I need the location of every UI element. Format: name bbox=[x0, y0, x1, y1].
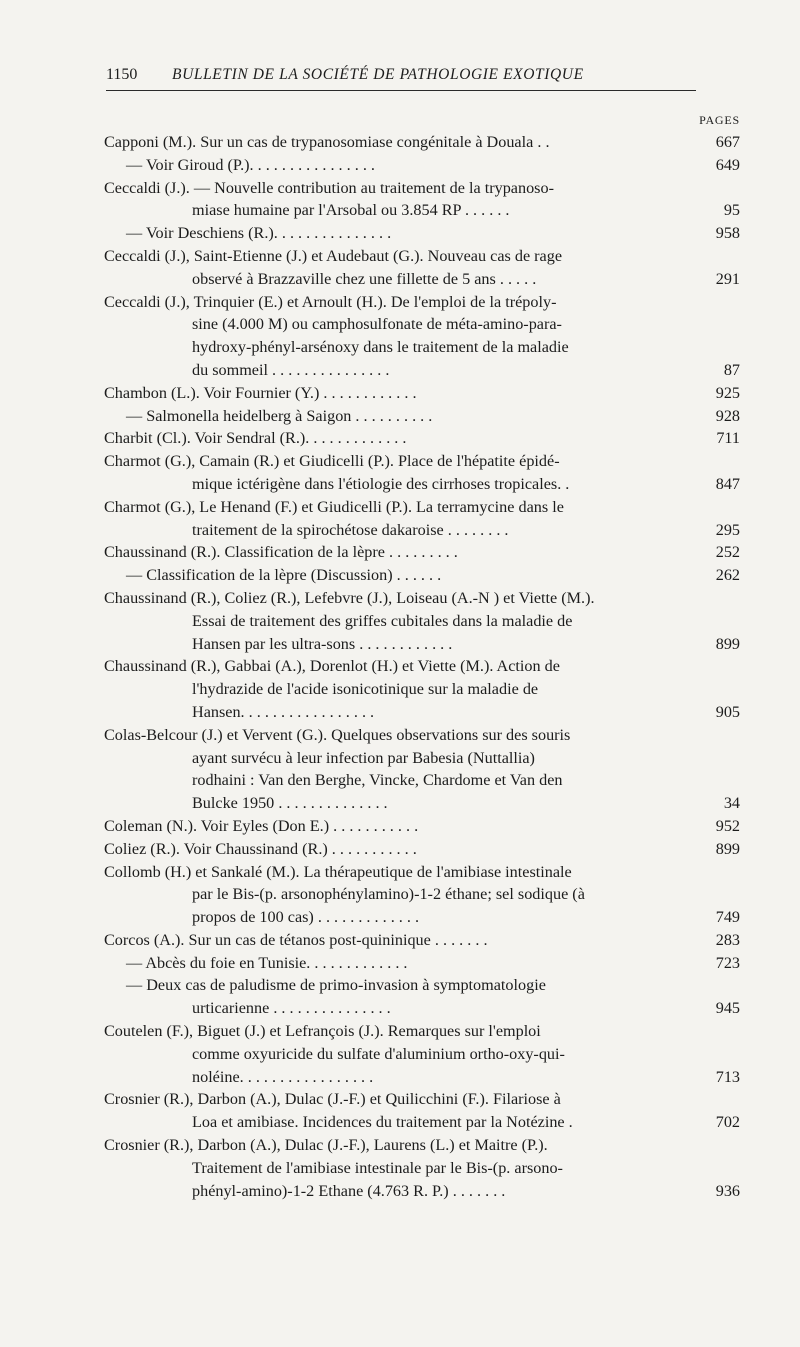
entry-page-number: 905 bbox=[715, 702, 740, 721]
entry-line: Charbit (Cl.). Voir Sendral (R.). . . . . . . . . . . . . bbox=[104, 429, 407, 448]
entry-page-number: 945 bbox=[715, 999, 740, 1018]
entry-line: ayant survécu à leur infection par Babesia (Nuttallia) bbox=[192, 748, 535, 767]
index-entry bbox=[104, 222, 740, 245]
entry-line: Capponi (M.). Sur un cas de trypanosomiase congénitale à Douala . . bbox=[104, 133, 550, 151]
entry-line: Hansen par les ultra-sons . . . . . . . . . . . . bbox=[192, 634, 453, 653]
index-entry bbox=[104, 655, 740, 723]
entry-line: Traitement de l'amibiase intestinale par le Bis-(p. arsono- bbox=[192, 1158, 563, 1177]
entry-page-number: 749 bbox=[715, 908, 740, 927]
entry-line: Corcos (A.). Sur un cas de tétanos post-quininique . . . . . . . bbox=[104, 930, 488, 949]
entry-line: Bulcke 1950 . . . . . . . . . . . . . . bbox=[192, 794, 388, 813]
entry-page-number: 925 bbox=[715, 383, 740, 402]
index-entry bbox=[104, 838, 740, 861]
entry-page-number: 711 bbox=[716, 429, 740, 448]
index-entry bbox=[104, 929, 740, 952]
entry-page-number: 262 bbox=[715, 566, 740, 585]
entry-line: mique ictérigène dans l'étiologie des cirrhoses tropicales. . bbox=[192, 474, 570, 493]
index-entry bbox=[104, 177, 740, 223]
entry-line: Chaussinand (R.), Coliez (R.), Lefebvre (J.), Loiseau (A.-N ) et Viette (M.). bbox=[104, 588, 595, 607]
entry-page-number: 283 bbox=[715, 930, 740, 949]
entry-line: Loa et amibiase. Incidences du traitement par la Notézine . bbox=[192, 1113, 573, 1132]
index-entry bbox=[104, 861, 740, 929]
index-entry bbox=[104, 587, 740, 655]
index-entry bbox=[104, 952, 740, 975]
entry-line: urticarienne . . . . . . . . . . . . . . . bbox=[192, 999, 391, 1018]
entry-line: sine (4.000 M) ou camphosulfonate de méta-amino-para- bbox=[192, 315, 562, 334]
entry-line: Crosnier (R.), Darbon (A.), Dulac (J.-F.), Laurens (L.) et Maitre (P.). bbox=[104, 1136, 548, 1155]
entry-page-number: 847 bbox=[715, 474, 740, 493]
index-entry bbox=[104, 245, 740, 291]
entry-page-number: 952 bbox=[715, 816, 740, 835]
entry-page-number: 936 bbox=[715, 1181, 740, 1200]
entry-line: Hansen. . . . . . . . . . . . . . . . . bbox=[192, 702, 375, 721]
index-entry bbox=[104, 541, 740, 564]
entry-page-number: 95 bbox=[723, 201, 740, 220]
entry-line: observé à Brazzaville chez une fillette de 5 ans . . . . . bbox=[192, 269, 537, 288]
entry-line: noléine. . . . . . . . . . . . . . . . . bbox=[192, 1067, 374, 1086]
index-entries bbox=[104, 131, 740, 1202]
entry-line: Ceccaldi (J.), Saint-Etienne (J.) et Audebaut (G.). Nouveau cas de rage bbox=[104, 246, 563, 265]
index-entry bbox=[104, 496, 740, 542]
entry-line: Chaussinand (R.), Gabbai (A.), Dorenlot (H.) et Viette (M.). Action de bbox=[104, 657, 560, 676]
index-entry bbox=[104, 1088, 740, 1134]
entry-line: rodhaini : Van den Berghe, Vincke, Chardome et Van den bbox=[192, 771, 563, 790]
entry-line: — Deux cas de paludisme de primo-invasion à symptomatologie bbox=[126, 976, 546, 995]
entry-line: du sommeil . . . . . . . . . . . . . . . bbox=[192, 360, 390, 379]
entry-page-number: 252 bbox=[715, 543, 740, 562]
entry-line: hydroxy-phényl-arsénoxy dans le traitement de la maladie bbox=[192, 338, 569, 357]
entry-line: Crosnier (R.), Darbon (A.), Dulac (J.-F.) et Quilicchini (F.). Filariose à bbox=[104, 1090, 561, 1109]
entry-line: Ceccaldi (J.). — Nouvelle contribution au traitement de la trypanoso- bbox=[104, 178, 554, 197]
entry-page-number: 928 bbox=[715, 406, 740, 425]
entry-line: Coleman (N.). Voir Eyles (Don E.) . . . . . . . . . . . bbox=[104, 816, 419, 835]
entry-line: Colas-Belcour (J.) et Vervent (G.). Quelques observations sur des souris bbox=[104, 725, 571, 744]
entry-page-number: 291 bbox=[715, 269, 740, 288]
entry-line: Ceccaldi (J.), Trinquier (E.) et Arnoult (H.). De l'emploi de la trépoly- bbox=[104, 292, 557, 311]
entry-line: comme oxyuricide du sulfate d'aluminium ortho-oxy-qui- bbox=[192, 1044, 565, 1063]
index-entry bbox=[104, 154, 740, 177]
entry-page-number: 899 bbox=[715, 839, 740, 858]
index-entry bbox=[104, 564, 740, 587]
entry-line: Charmot (G.), Le Henand (F.) et Giudicelli (P.). La terramycine dans le bbox=[104, 497, 564, 516]
entry-page-number: 667 bbox=[715, 133, 740, 151]
entry-line: traitement de la spirochétose dakaroise . . . . . . . . bbox=[192, 520, 509, 539]
entry-page-number: 713 bbox=[715, 1067, 740, 1086]
entry-page-number: 295 bbox=[715, 520, 740, 539]
entry-line: miase humaine par l'Arsobal ou 3.854 RP . . . . . . bbox=[192, 201, 510, 220]
entry-line: propos de 100 cas) . . . . . . . . . . . . . bbox=[192, 908, 420, 927]
page-number: 1150 bbox=[106, 66, 138, 83]
entry-page-number: 87 bbox=[723, 360, 740, 379]
entry-page-number: 958 bbox=[715, 224, 740, 243]
index-entry bbox=[104, 724, 740, 815]
index-entry bbox=[104, 382, 740, 405]
entry-line: — Voir Giroud (P.). . . . . . . . . . . . . . . . bbox=[126, 155, 375, 174]
entry-line: l'hydrazide de l'acide isonicotinique sur la maladie de bbox=[192, 680, 539, 699]
entry-line: Chambon (L.). Voir Fournier (Y.) . . . . . . . . . . . . bbox=[104, 383, 417, 402]
entry-line: Collomb (H.) et Sankalé (M.). La thérapeutique de l'amibiase intestinale bbox=[104, 862, 572, 881]
entry-line: — Abcès du foie en Tunisie. . . . . . . . . . . . . bbox=[126, 953, 408, 972]
index-entry bbox=[104, 427, 740, 450]
entry-line: Charmot (G.), Camain (R.) et Giudicelli (P.). Place de l'hépatite épidé- bbox=[104, 452, 560, 471]
pages-column-label: PAGES bbox=[699, 113, 740, 127]
index-entry bbox=[104, 405, 740, 428]
entry-line: — Classification de la lèpre (Discussion) . . . . . . bbox=[126, 566, 442, 585]
running-header bbox=[106, 64, 696, 91]
entry-line: Coutelen (F.), Biguet (J.) et Lefrançois (J.). Remarques sur l'emploi bbox=[104, 1022, 541, 1041]
index-entry bbox=[104, 1134, 740, 1202]
entry-page-number: 702 bbox=[715, 1113, 740, 1132]
index-entry bbox=[104, 974, 740, 1020]
entry-page-number: 723 bbox=[715, 953, 740, 972]
entry-line: par le Bis-(p. arsonophénylamino)-1-2 éthane; sel sodique (à bbox=[192, 885, 585, 904]
index-entry bbox=[104, 815, 740, 838]
entry-line: — Voir Deschiens (R.). . . . . . . . . . . . . . . bbox=[126, 224, 392, 243]
entry-page-number: 34 bbox=[723, 794, 740, 813]
index-entry bbox=[104, 1020, 740, 1088]
index-entry bbox=[104, 131, 740, 154]
entry-page-number: 649 bbox=[715, 155, 740, 174]
index-entry bbox=[104, 291, 740, 382]
running-title: BULLETIN DE LA SOCIÉTÉ DE PATHOLOGIE EXOTIQUE bbox=[172, 66, 584, 83]
entry-line: Chaussinand (R.). Classification de la lèpre . . . . . . . . . bbox=[104, 543, 458, 562]
entry-line: Coliez (R.). Voir Chaussinand (R.) . . . . . . . . . . . bbox=[104, 839, 417, 858]
index-entry bbox=[104, 450, 740, 496]
entry-line: — Salmonella heidelberg à Saigon . . . . . . . . . . bbox=[126, 406, 433, 425]
entry-line: phényl-amino)-1-2 Ethane (4.763 R. P.) . . . . . . . bbox=[192, 1181, 506, 1200]
entry-page-number: 899 bbox=[715, 634, 740, 653]
entry-line: Essai de traitement des griffes cubitales dans la maladie de bbox=[192, 611, 573, 630]
